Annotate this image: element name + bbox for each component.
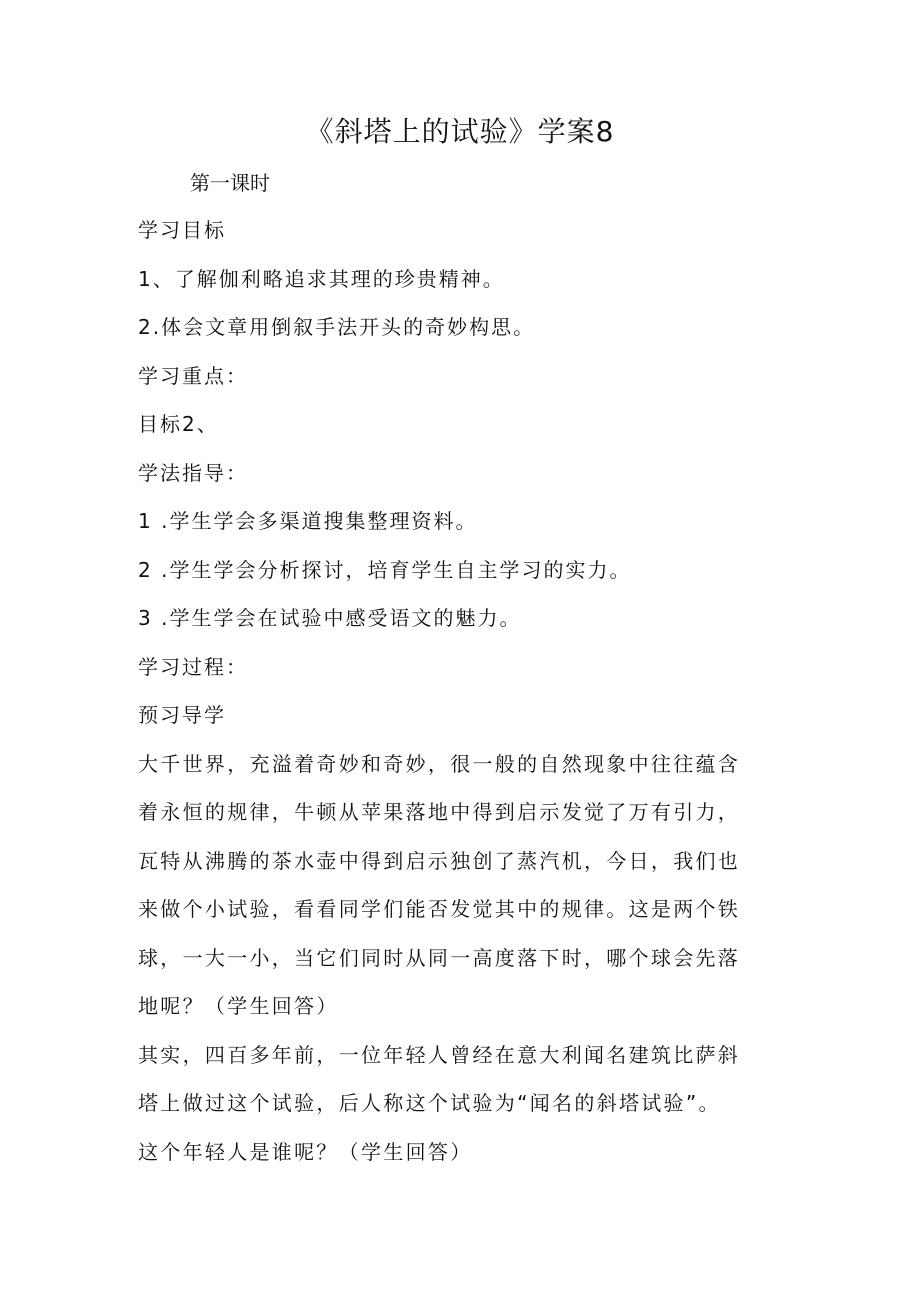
heading-method-guidance: 学法指导： <box>138 460 248 485</box>
lesson-label: 第一课时 <box>190 171 270 195</box>
method-item-2: 2 .学生学会分析探讨，培育学生自主学习的实力。 <box>138 557 632 582</box>
paragraph-line: 来做个小试验，看看同学们能否发觉其中的规律。这是两个铁 <box>138 897 741 921</box>
goal-item-1: 1、了解伽利略追求其理的珍贵精神。 <box>138 266 505 291</box>
document-title: 《斜塔上的试验》学案8 <box>305 115 615 148</box>
paragraph-line: 着永恒的规律，牛顿从苹果落地中得到启示发觉了万有引力， <box>138 800 741 824</box>
method-item-1: 1 .学生学会多渠道搜集整理资料。 <box>138 509 478 533</box>
history-paragraph <box>138 1031 778 1177</box>
paragraph-line: 瓦特从沸腾的茶水壶中得到启示独创了蒸汽机，今日，我们也 <box>138 848 741 873</box>
paragraph-line: 这个年轻人是谁呢？（学生回答） <box>138 1139 473 1164</box>
goal-item-2: 2.体会文章用倒叙手法开头的奇妙构思。 <box>138 315 536 339</box>
heading-learning-process: 学习过程： <box>138 654 248 679</box>
method-item-3: 3 .学生学会在试验中感受语文的魅力。 <box>138 606 522 630</box>
key-point-text: 目标2、 <box>138 412 219 436</box>
heading-preview: 预习导学 <box>138 703 226 727</box>
paragraph-line: 球，一大一小，当它们同时从同一高度落下时，哪个球会先落 <box>138 945 741 970</box>
paragraph-line: 其实，四百多年前，一位年轻人曾经在意大利闻名建筑比萨斜 <box>138 1042 741 1067</box>
paragraph-line: 大千世界，充溢着奇妙和奇妙，很一般的自然现象中往往蕴含 <box>138 751 741 776</box>
paragraph-line: 地呢？（学生回答） <box>138 994 339 1018</box>
heading-key-points: 学习重点： <box>138 363 248 388</box>
intro-paragraph <box>138 740 778 1031</box>
document-body <box>138 206 778 1176</box>
paragraph-line: 塔上做过这个试验，后人称这个试验为“闻名的斜塔试验”。 <box>138 1091 721 1115</box>
heading-learning-goals: 学习目标 <box>138 218 226 242</box>
